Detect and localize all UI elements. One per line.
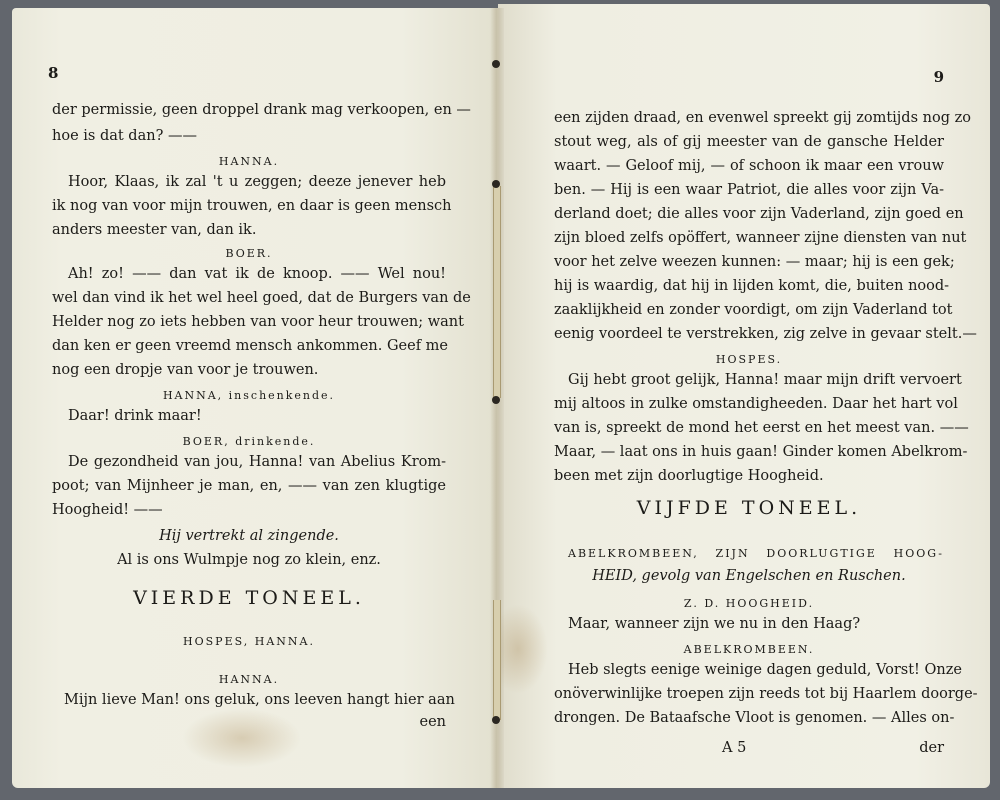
stage-direction: Hij vertrekt al zingende. xyxy=(159,528,339,544)
binding-stitch xyxy=(492,716,500,724)
text-line: Gij hebt groot gelijk, Hanna! maar mijn drift vervoert xyxy=(568,372,962,388)
text-line: wel dan vind ik het wel heel goed, dat de Burgers van de xyxy=(52,290,471,306)
text-line: Ah! zo! —— dan vat ik de knoop. —— Wel nou! xyxy=(68,266,446,282)
text-line: onöverwinlijke troepen zijn reeds tot bij Haarlem doorge- xyxy=(554,686,978,702)
text-line: stout weg, als of gij meester van de gansche Helder xyxy=(554,134,944,150)
text-line: anders meester van, dan ik. xyxy=(52,222,257,238)
page-number: 8 xyxy=(48,64,59,82)
text-line: Hoor, Klaas, ik zal 't u zeggen; deeze jenever heb xyxy=(68,174,446,190)
speaker-heading: ABELKROMBEEN. xyxy=(683,643,815,656)
text-line: eenig voordeel te verstrekken, zig zelve in gevaar stelt.— xyxy=(554,326,977,342)
text-line: mij altoos in zulke omstandigheeden. Daar het hart vol xyxy=(554,396,958,412)
binding-stitch xyxy=(492,396,500,404)
text-line: drongen. De Bataafsche Vloot is genomen. — Alles on- xyxy=(554,710,955,726)
text-line: van is, spreekt de mond het eerst en het meest van. —— xyxy=(554,420,969,436)
text-line: Maar, wanneer zijn we nu in den Haag? xyxy=(568,616,861,632)
catchword: een xyxy=(419,714,446,730)
text-line: dan ken er geen vreemd mensch ankommen. Geef me xyxy=(52,338,448,354)
text-line: derland doet; die alles voor zijn Vaderland, zijn goed en xyxy=(554,206,964,222)
text-line: Hoogheid! —— xyxy=(52,502,163,518)
page-number: 9 xyxy=(933,68,944,86)
text-line: been met zijn doorlugtige Hoogheid. xyxy=(554,468,824,484)
text-line: poot; van Mijnheer je man, en, —— van zen klugtige xyxy=(52,478,446,494)
text-line: hoe is dat dan? —— xyxy=(52,128,197,144)
left-page xyxy=(12,8,498,788)
scene-title: VIERDE TONEEL. xyxy=(133,587,365,609)
scene-characters: HEID, gevolg van Engelschen en Ruschen. xyxy=(592,568,906,584)
text-line: waart. — Geloof mij, — of schoon ik maar een vrouw xyxy=(554,158,944,174)
speaker-heading: BOER. xyxy=(225,247,273,260)
binding-thread xyxy=(493,186,501,398)
speaker-heading: HANNA. xyxy=(218,155,280,168)
speaker-heading: HANNA. xyxy=(218,673,280,686)
speaker-heading: HOSPES. xyxy=(715,353,783,366)
text-line: nog een dropje van voor je trouwen. xyxy=(52,362,319,378)
scene-title: VIJFDE TONEEL. xyxy=(636,497,862,519)
text-line: ben. — Hij is een waar Patriot, die alles voor zijn Va- xyxy=(554,182,944,198)
right-page xyxy=(498,4,990,788)
text-line: een zijden draad, en evenwel spreekt gij zomtijds nog zo xyxy=(554,110,971,126)
text-line: zaaklijkheid en zonder voordigt, om zijn Vaderland tot xyxy=(554,302,953,318)
binding-stitch xyxy=(492,60,500,68)
scene-characters: HOSPES, HANNA. xyxy=(183,635,315,648)
text-line: Al is ons Wulmpje nog zo klein, enz. xyxy=(117,552,381,568)
speaker-heading: Z. D. HOOGHEID. xyxy=(683,597,815,610)
speaker-heading: HANNA, inschenkende. xyxy=(162,389,336,402)
signature-mark: A 5 xyxy=(722,740,747,756)
text-line: Mijn lieve Man! ons geluk, ons leeven hangt hier aan xyxy=(64,692,455,708)
text-line: Heb slegts eenige weinige dagen geduld, Vorst! Onze xyxy=(568,662,962,678)
text-line: Daar! drink maar! xyxy=(68,408,202,424)
text-line: Maar, — laat ons in huis gaan! Ginder komen Abelkrom- xyxy=(554,444,968,460)
text-line: ik nog van voor mijn trouwen, en daar is geen mensch xyxy=(52,198,452,214)
speaker-heading: BOER, drinkende. xyxy=(182,435,316,448)
binding-stitch xyxy=(492,180,500,188)
binding-thread xyxy=(493,600,501,720)
scene-characters: ABELKROMBEEN, ZIJN DOORLUGTIGE HOOG- xyxy=(568,547,944,560)
text-line: Helder nog zo iets hebben van voor heur trouwen; want xyxy=(52,314,464,330)
text-line: De gezondheid van jou, Hanna! van Abelius Krom- xyxy=(68,454,446,470)
text-line: voor het zelve weezen kunnen: — maar; hij is een gek; xyxy=(554,254,955,270)
text-line: der permissie, geen droppel drank mag verkoopen, en — xyxy=(52,102,471,118)
text-line: hij is waardig, dat hij in lijden komt, die, buiten nood- xyxy=(554,278,950,294)
catchword: der xyxy=(919,740,944,756)
text-line: zijn bloed zelfs opöffert, wanneer zijne diensten van nut xyxy=(554,230,967,246)
paper-stain xyxy=(498,604,548,694)
